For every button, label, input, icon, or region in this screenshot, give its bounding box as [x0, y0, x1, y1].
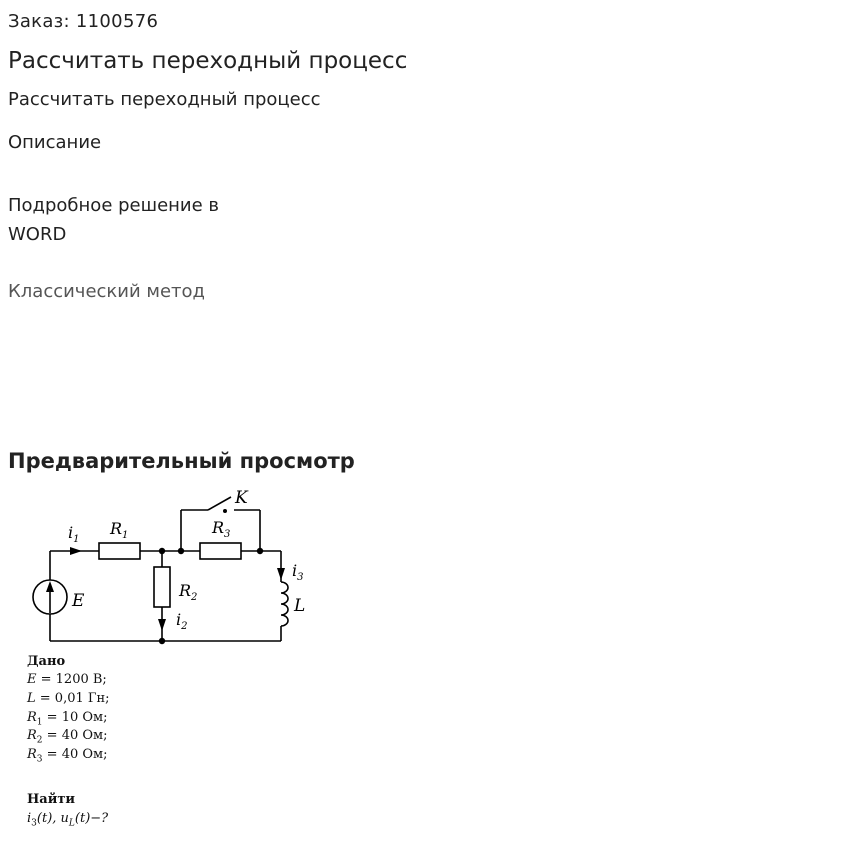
node	[257, 548, 263, 554]
description-line: WORD	[8, 224, 67, 245]
switch-contact	[223, 509, 227, 513]
label-k: K	[235, 488, 248, 508]
switch-blade	[208, 497, 231, 510]
current-arrow-i3	[277, 568, 285, 580]
node	[159, 548, 165, 554]
label-l: L	[294, 596, 306, 616]
given-line: $R_3 = 40$ Ом;	[27, 747, 108, 765]
given-line: $R_2 = 40$ Ом;	[27, 728, 108, 746]
given-line: $R_1 = 10$ Ом;	[27, 710, 108, 728]
resistor-r3	[200, 543, 241, 559]
description-line: Подробное решение в	[8, 195, 220, 216]
circuit-diagram	[8, 480, 328, 660]
node	[178, 548, 184, 554]
method-text: Классический метод	[8, 281, 205, 302]
current-arrow-i1	[70, 547, 82, 555]
source-arrowhead	[46, 581, 54, 592]
find-expression: $i_3(t)$, $u_L(t)-$?	[27, 811, 109, 829]
label-r2: $R_2$	[179, 581, 198, 603]
given-line: L = 0,01 Гн;	[27, 691, 110, 706]
given-heading: Дано	[27, 654, 66, 669]
preview-image	[8, 480, 328, 836]
resistor-r2	[154, 567, 170, 607]
label-r3: $R_3$	[212, 518, 231, 540]
find-heading: Найти	[27, 792, 76, 807]
page-title: Рассчитать переходный процесс	[8, 48, 408, 74]
order-number: Заказ: 1100576	[8, 11, 159, 32]
label-i3: $i_3$	[292, 561, 304, 583]
label-e: E	[72, 591, 85, 611]
preview-heading: Предварительный просмотр	[8, 449, 355, 473]
label-i2: $i_2$	[176, 610, 188, 632]
node	[159, 638, 165, 644]
inductor	[281, 582, 288, 626]
label-i1: $i_1$	[68, 523, 80, 545]
page-subtitle: Рассчитать переходный процесс	[8, 89, 321, 110]
given-line: E = 1200 В;	[27, 672, 107, 687]
current-arrow-i2	[158, 619, 166, 631]
description-heading: Описание	[8, 132, 102, 153]
resistor-r1	[99, 543, 140, 559]
label-r1: $R_1$	[110, 519, 129, 541]
